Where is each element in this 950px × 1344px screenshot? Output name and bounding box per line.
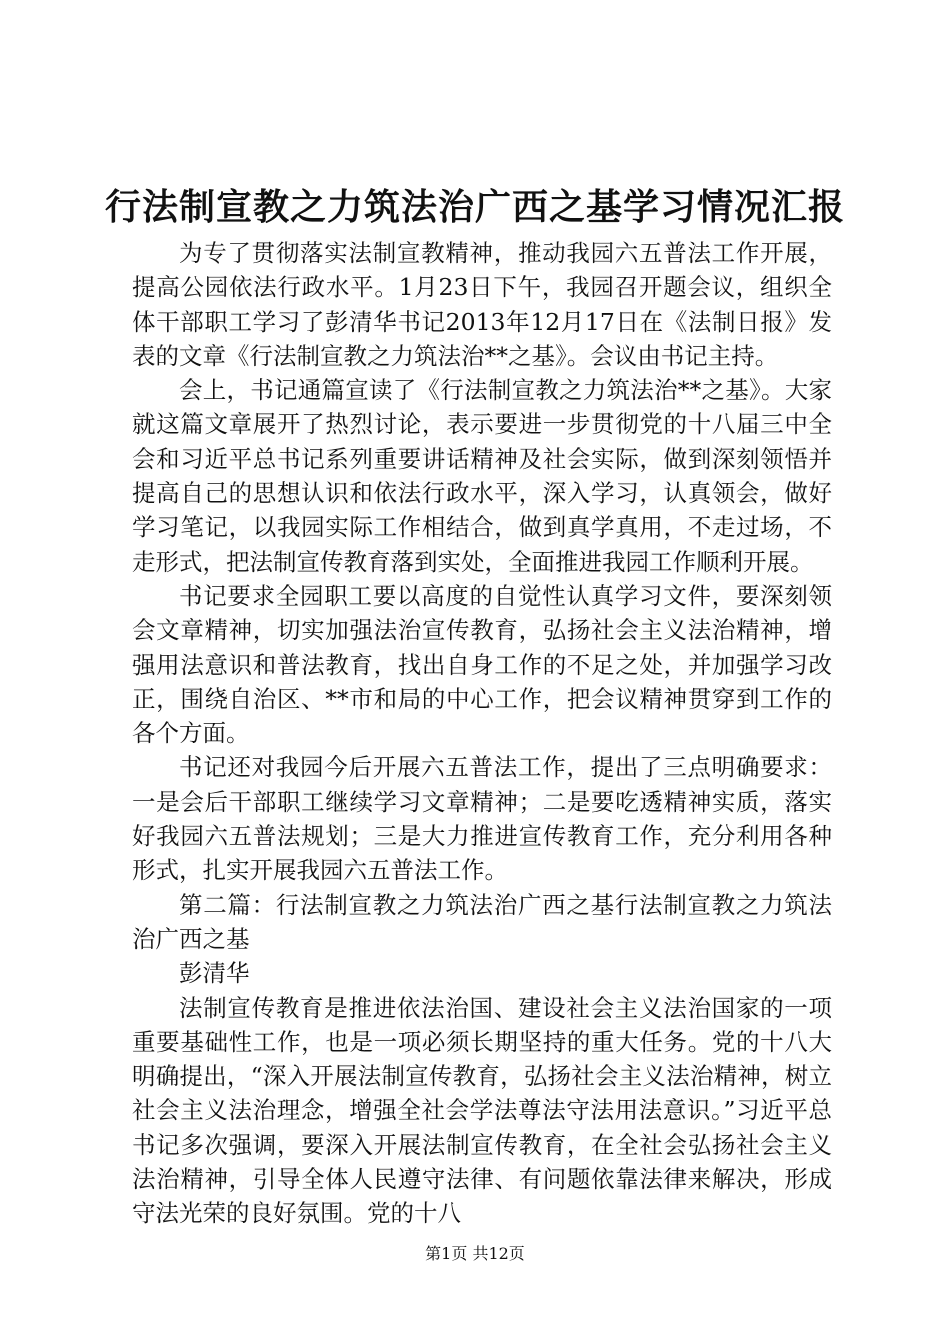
section-heading: 第二篇：行法制宣教之力筑法治广西之基行法制宣教之力筑法治广西之基: [132, 890, 832, 953]
author-name: 彭清华: [179, 959, 250, 988]
paragraph-3: 书记要求全园职工要以高度的自觉性认真学习文件，要深刻领会文章精神，切实加强法治宣传教育，弘扬社会主义法治精神，增强用法意识和普法教育，找出自身工作的不足之处，并加强学习改正，围绕自治区、**市和局的中心工作，把会议精神贯穿到工作的各个方面。: [132, 581, 832, 748]
paragraph-5: 法制宣传教育是推进依法治国、建设社会主义法治国家的一项重要基础性工作，也是一项必须长期坚持的重大任务。党的十八大明确提出，“深入开展法制宣传教育，弘扬社会主义法治精神，树立社会主义法治理念，增强全社会学法尊法守法用法意识。”习近平总书记多次强调，要深入开展法制宣传教育，在全社会弘扬社会主义法治精神，引导全体人民遵守法律、有问题依靠法律来解决，形成守法光荣的良好氛围。党的十八: [132, 993, 832, 1228]
paragraph-1: 为专了贯彻落实法制宣教精神，推动我园六五普法工作开展，提高公园依法行政水平。1月23日下午，我园召开题会议，组织全体干部职工学习了彭清华书记2013年12月17日在《法制日报》发表的文章《行法制宣教之力筑法治**之基》。会议由书记主持。: [132, 239, 832, 370]
document-body: [132, 236, 832, 1231]
paragraph-2: 会上，书记通篇宣读了《行法制宣教之力筑法治**之基》。大家就这篇文章展开了热烈讨论，表示要进一步贯彻党的十八届三中全会和习近平总书记系列重要讲话精神及社会实际，做到深刻领悟并提高自己的思想认识和依法行政水平，深入学习，认真领会，做好学习笔记，以我园实际工作相结合，做到真学真用，不走过场，不走形式，把法制宣传教育落到实处，全面推进我园工作顺利开展。: [132, 376, 832, 576]
paragraph-4: 书记还对我园今后开展六五普法工作，提出了三点明确要求：一是会后干部职工继续学习文章精神；二是要吃透精神实质，落实好我园六五普法规划；三是大力推进宣传教育工作，充分利用各种形式，扎实开展我园六五普法工作。: [132, 753, 832, 885]
document-title: 行法制宣教之力筑法治广西之基学习情况汇报: [104, 187, 845, 228]
page-footer: 第1页 共12页: [425, 1244, 525, 1263]
